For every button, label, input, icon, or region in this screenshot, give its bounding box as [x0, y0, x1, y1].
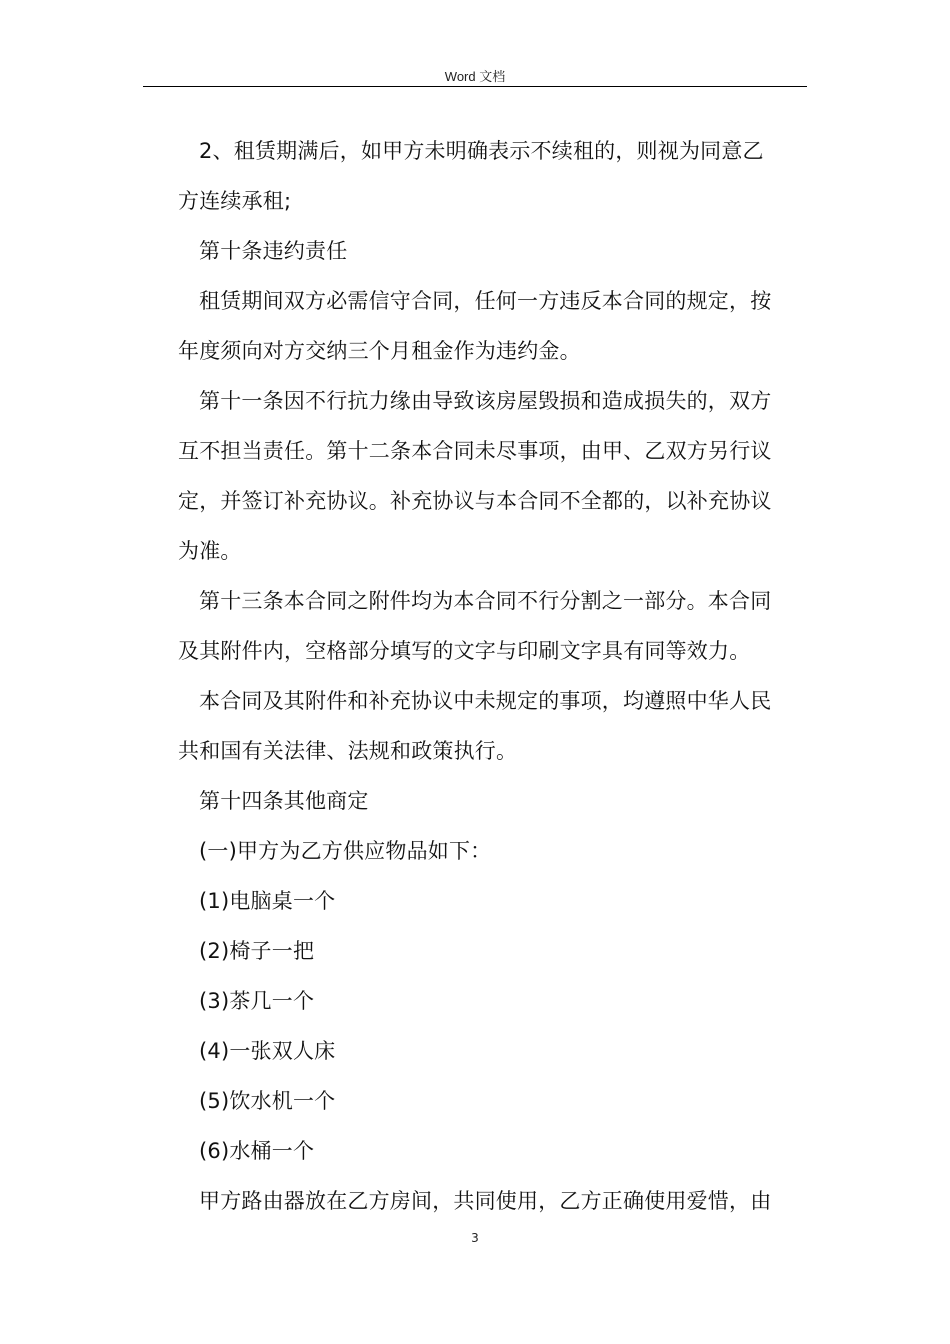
header-rule — [143, 86, 807, 87]
page-number: 3 — [471, 1231, 479, 1245]
text-line: 方连续承租; — [178, 189, 292, 213]
text-line: 第十三条本合同之附件均为本合同不行分割之一部分。本合同 — [199, 589, 772, 613]
text-line: (一)甲方为乙方供应物品如下： — [199, 839, 492, 863]
text-line: (5)饮水机一个 — [199, 1089, 336, 1113]
document-body — [178, 126, 806, 1226]
text-line: 第十条违约责任 — [199, 239, 348, 263]
text-line: 甲方路由器放在乙方房间，共同使用，乙方正确使用爱惜，由 — [199, 1189, 772, 1213]
text-line: 及其附件内，空格部分填写的文字与印刷文字具有同等效力。 — [178, 639, 751, 663]
text-line: 互不担当责任。第十二条本合同未尽事项，由甲、乙双方另行议 — [178, 439, 772, 463]
text-line: (2)椅子一把 — [199, 939, 315, 963]
text-line: 共和国有关法律、法规和政策执行。 — [178, 739, 518, 763]
text-line: 第十四条其他商定 — [199, 789, 369, 813]
text-line: 第十一条因不行抗力缘由导致该房屋毁损和造成损失的，双方 — [199, 389, 772, 413]
text-line: 定，并签订补充协议。补充协议与本合同不全都的，以补充协议 — [178, 489, 772, 513]
text-line: (3)茶几一个 — [199, 989, 315, 1013]
text-line: 2、租赁期满后，如甲方未明确表示不续租的，则视为同意乙 — [199, 139, 764, 163]
text-line: (1)电脑桌一个 — [199, 889, 336, 913]
text-line: 租赁期间双方必需信守合同，任何一方违反本合同的规定，按 — [199, 289, 772, 313]
text-line: 为准。 — [178, 539, 242, 563]
text-line: (4)一张双人床 — [199, 1039, 336, 1063]
text-line: 年度须向对方交纳三个月租金作为违约金。 — [178, 339, 581, 363]
text-line: 本合同及其附件和补充协议中未规定的事项，均遵照中华人民 — [199, 689, 772, 713]
page-header: Word 文档 — [444, 69, 506, 84]
text-line: (6)水桶一个 — [199, 1139, 315, 1163]
